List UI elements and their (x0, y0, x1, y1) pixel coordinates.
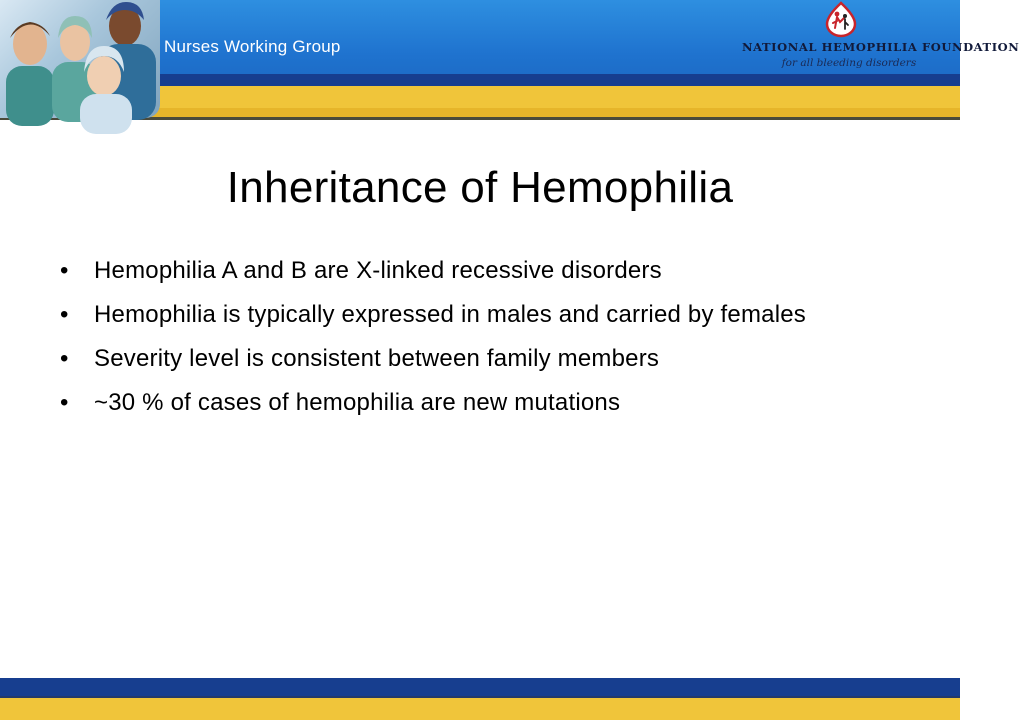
bullet-item (60, 344, 880, 374)
footer-stripe-gold (0, 698, 960, 720)
logo-name: NATIONAL HEMOPHILIA FOUNDATION (742, 40, 1019, 54)
footer-stripes (0, 678, 960, 720)
slide-title: Inheritance of Hemophilia (226, 163, 734, 212)
nurses-photo (0, 0, 160, 118)
bullet-glyph: • (60, 345, 69, 372)
header-banner (0, 0, 1019, 120)
logo-tagline: for all bleeding disorders (781, 57, 917, 69)
bullet-text: Hemophilia A and B are X-linked recessive disorders (94, 257, 662, 284)
bullet-text: Hemophilia is typically expressed in males and carried by females (94, 301, 806, 328)
bullet-glyph: • (60, 301, 69, 328)
nhf-logo (742, 0, 1019, 74)
bullet-glyph: • (60, 389, 69, 416)
nhf-logo-icon (824, 2, 858, 36)
bullet-glyph: • (60, 257, 69, 284)
bullet-item (60, 388, 880, 418)
bullet-text: ~30 % of cases of hemophilia are new mutations (94, 389, 621, 416)
bullet-item (60, 256, 880, 286)
bullet-list (60, 256, 880, 432)
bullet-item (60, 300, 880, 330)
bullet-text: Severity level is consistent between family members (94, 345, 660, 372)
working-group-name: Nurses Working Group (164, 37, 341, 56)
footer-stripe-navy (0, 678, 960, 698)
